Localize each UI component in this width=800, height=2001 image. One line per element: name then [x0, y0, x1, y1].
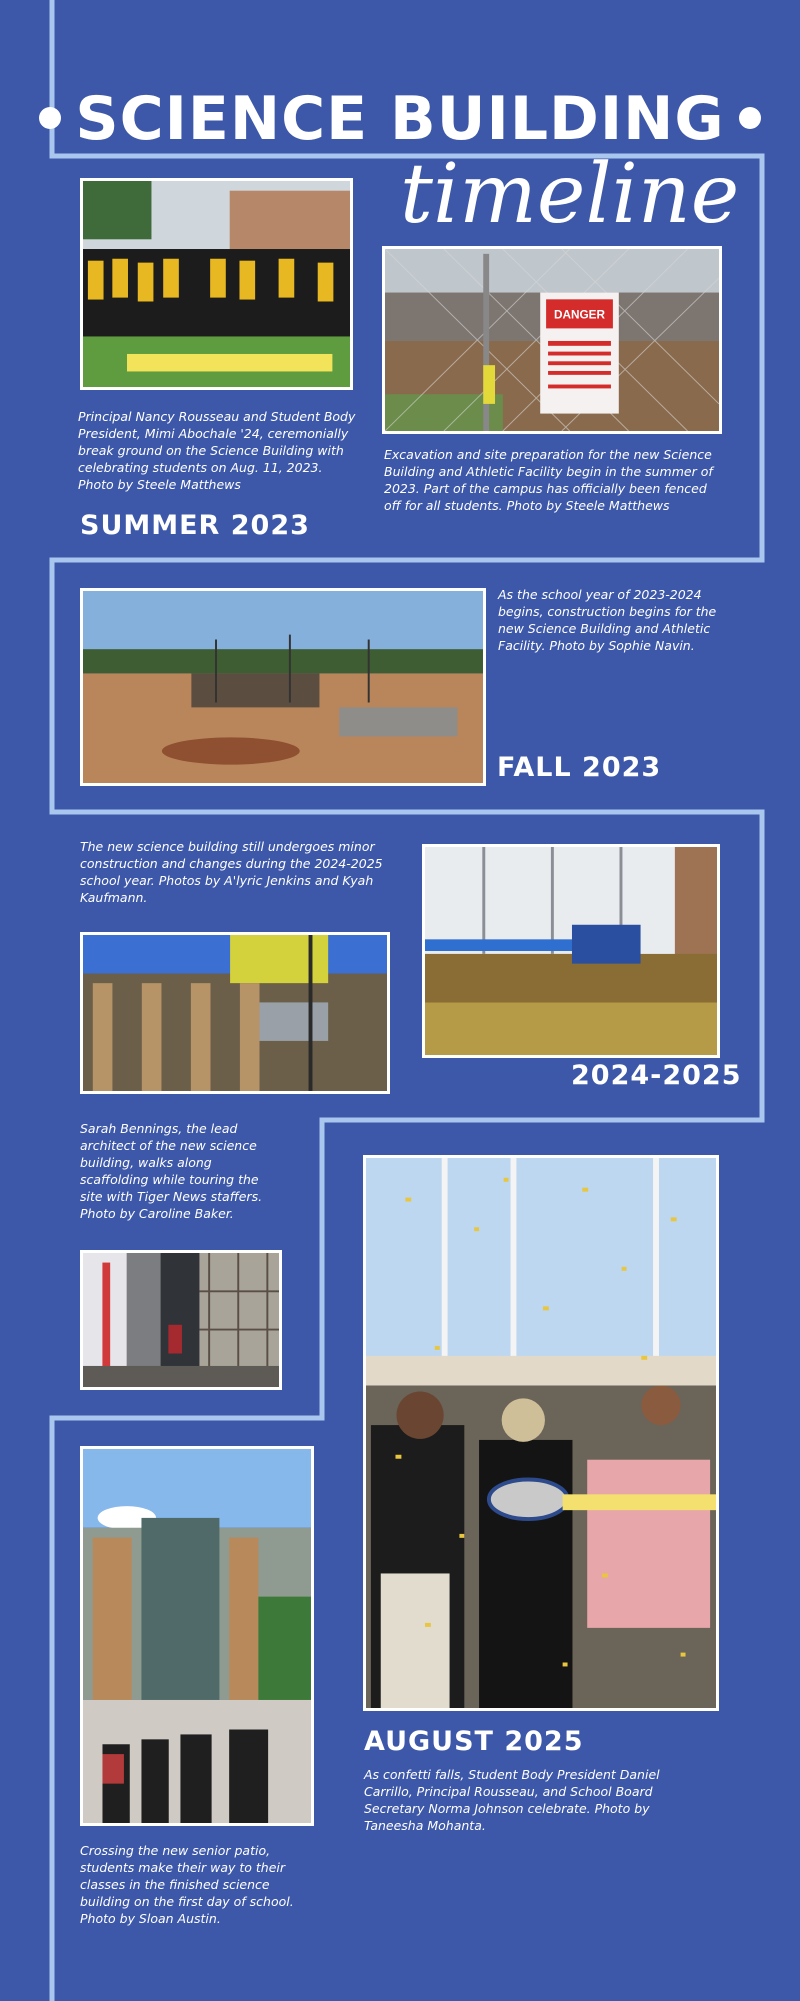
- caption-architect-tour: Sarah Bennings, the lead architect of the new science building, walks along scaffolding while touring the site with Tiger News staffers. Photo by Caroline Baker.: [80, 1121, 263, 1221]
- caption-2024-2025: The new science building still undergoes minor construction and changes during the 2024-2025 school year. Photos by A'lyric Jenkins and Kyah Kaufmann.: [80, 839, 383, 905]
- photo-excavation: [382, 246, 722, 434]
- caption-groundbreaking: Principal Nancy Rousseau and Student Body President, Mimi Abochale '24, ceremonially break ground on the Science Building with celebrating students on Aug. 11, 2023. Photo by Steele Matthews: [78, 409, 356, 492]
- caption-ribbon-cutting: As confetti falls, Student Body President Daniel Carrillo, Principal Rousseau, and School Board Secretary Norma Johnson celebrate. Photo by Taneesha Mohanta.: [364, 1767, 660, 1833]
- photo-architect-tour: [80, 1250, 282, 1390]
- section-label-fall-2023: FALL 2023: [497, 752, 662, 783]
- caption-senior-patio: Crossing the new senior patio, students make their way to their classes in the finished science building on the first day of school. Photo by Sloan Austin.: [80, 1843, 294, 1926]
- caption-excavation: Excavation and site preparation for the new Science Building and Athletic Facility begin in the summer of 2023. Part of the campus has officially been fenced off for all students. Photo by Steele Matthews: [384, 447, 713, 513]
- photo-lift-worker: [422, 844, 720, 1058]
- photo-building-facade: [80, 932, 390, 1094]
- bullet-dot-icon: [39, 107, 61, 129]
- title-text: SCIENCE BUILDING: [75, 84, 725, 154]
- section-label-summer-2023: SUMMER 2023: [80, 510, 310, 541]
- photo-construction-site: [80, 588, 486, 786]
- page-title: [0, 84, 800, 154]
- sign-text: DANGER: [553, 308, 606, 322]
- photo-senior-patio: [80, 1446, 314, 1826]
- caption-fall-2023: As the school year of 2023-2024 begins, construction begins for the new Science Building and Athletic Facility. Photo by Sophie Navin.: [498, 587, 717, 653]
- section-label-august-2025: AUGUST 2025: [364, 1726, 584, 1757]
- photo-groundbreaking: [80, 178, 353, 390]
- section-label-2024-2025: 2024-2025: [571, 1060, 742, 1091]
- photo-ribbon-cutting: [363, 1155, 719, 1711]
- bullet-dot-icon: [739, 107, 761, 129]
- page-subtitle: timeline: [400, 147, 740, 242]
